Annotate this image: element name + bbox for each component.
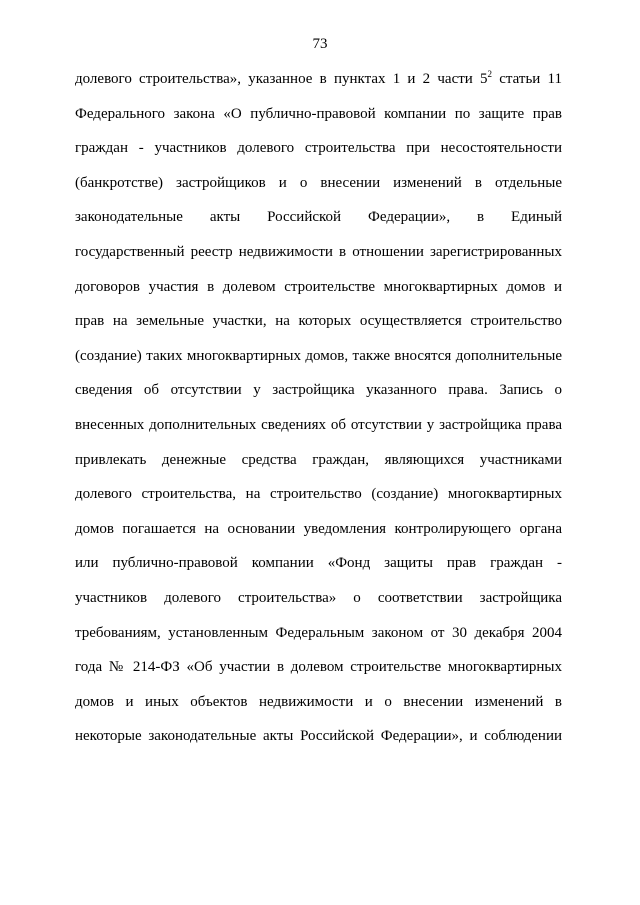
- text-line-10: сведения об отсутствии у застройщика указанного права. Запись о: [75, 382, 562, 399]
- body-text: [75, 62, 562, 754]
- text-line-11: внесенных дополнительных сведениях об отсутствии у застройщика права: [75, 416, 562, 433]
- text-line-16: участников долевого строительства» о соответствии застройщика: [75, 589, 562, 606]
- text-line-1-part-a: долевого строительства», указанное в пунктах 1 и 2 части 5: [75, 71, 488, 87]
- text-line-6: государственный реестр недвижимости в отношении зарегистрированных: [75, 243, 562, 260]
- text-line-15: или публично-правовой компании «Фонд защиты прав граждан -: [75, 555, 562, 572]
- text-line-1: [75, 62, 562, 97]
- page-number: 73: [312, 36, 328, 52]
- text-line-14: домов погашается на основании уведомления контролирующего органа: [75, 520, 562, 537]
- text-line-4: (банкротстве) застройщиков и о внесении изменений в отдельные: [75, 174, 562, 191]
- text-line-18: года № 214-ФЗ «Об участии в долевом строительстве многоквартирных: [75, 659, 562, 676]
- text-line-7: договоров участия в долевом строительстве многоквартирных домов и: [75, 278, 562, 295]
- text-line-20: некоторые законодательные акты Российской Федерации», и соблюдении: [75, 728, 562, 745]
- text-line-2: Федерального закона «О публично-правовой компании по защите прав: [75, 105, 562, 122]
- text-line-9: (создание) таких многоквартирных домов, также вносятся дополнительные: [75, 347, 562, 364]
- text-line-8: прав на земельные участки, на которых осуществляется строительство: [75, 313, 562, 330]
- superscript-2: 2: [487, 69, 493, 79]
- text-line-5: законодательные акты Российской Федерации», в Единый: [75, 209, 562, 226]
- text-line-13: долевого строительства, на строительство (создание) многоквартирных: [75, 486, 562, 503]
- text-line-1-part-b: статьи 11: [499, 71, 562, 87]
- text-line-19: домов и иных объектов недвижимости и о внесении изменений в: [75, 693, 562, 710]
- text-line-12: привлекать денежные средства граждан, являющихся участниками: [75, 451, 562, 468]
- text-line-17: требованиям, установленным Федеральным законом от 30 декабря 2004: [75, 624, 562, 641]
- text-line-3: граждан - участников долевого строительства при несостоятельности: [75, 140, 562, 157]
